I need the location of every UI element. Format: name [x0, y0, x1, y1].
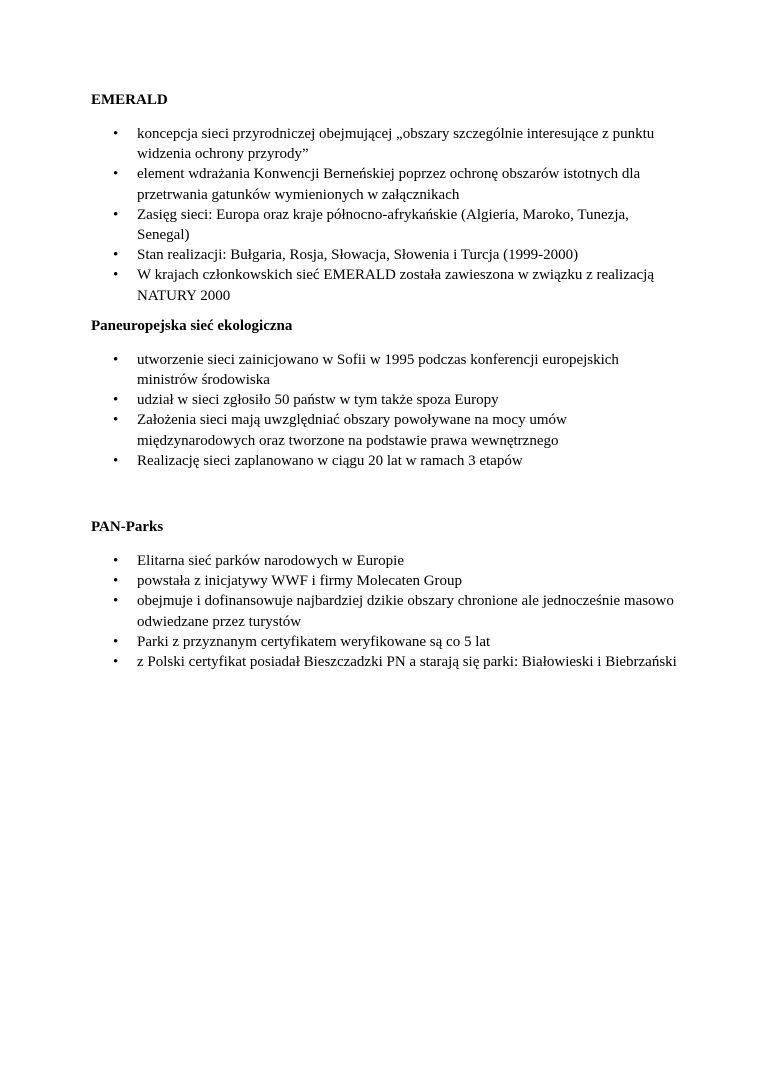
list-item [91, 350, 681, 390]
list-item [91, 632, 681, 652]
section-paneuropean-network [91, 316, 681, 471]
bullet-icon: • [113, 206, 119, 223]
bullet-icon: • [113, 654, 119, 671]
bullet-icon: • [113, 126, 119, 142]
bullet-list [91, 124, 681, 306]
document-content [91, 90, 681, 672]
list-item-text: utworzenie sieci zainicjowano w Sofii w 1995 podczas konferencji europejskich ministrów środowiska [137, 351, 619, 389]
list-item-text: element wdrażania Konwencji Berneńskiej poprzez ochronę obszarów istotnych dla przetrwania gatunków wymienionych w załącznikach [137, 166, 641, 203]
list-item-text: Założenia sieci mają uwzględniać obszary powoływane na mocy umów międzynarodowych oraz tworzone na podstawie prawa wewnętrznego [137, 412, 567, 449]
list-item [91, 451, 681, 471]
list-item [91, 390, 681, 410]
section-heading: Paneuropejska sieć ekologiczna [91, 317, 293, 334]
bullet-icon: • [113, 573, 119, 590]
list-item [91, 551, 681, 571]
list-item-text: Parki z przyznanym certyfikatem weryfikowane są co 5 lat [137, 633, 491, 650]
list-item [91, 571, 681, 591]
list-item [91, 265, 681, 305]
list-item [91, 591, 681, 631]
list-item-text: W krajach członkowskich sieć EMERALD została zawieszona w związku z realizacją NATURY 2000 [137, 267, 654, 304]
list-item-text: Zasięg sieci: Europa oraz kraje północno-afrykańskie (Algieria, Maroko, Tunezja, Senegal) [137, 206, 629, 244]
list-item-text: Stan realizacji: Bułgaria, Rosja, Słowacja, Słowenia i Turcja (1999-2000) [137, 247, 579, 264]
list-item-text: koncepcja sieci przyrodniczej obejmującej „obszary szczególnie interesujące z punktu widzenia ochrony przyrody” [137, 126, 655, 163]
bullet-icon: • [113, 412, 119, 429]
section-pan-parks [91, 517, 681, 672]
bullet-icon: • [113, 351, 119, 368]
bullet-icon: • [113, 267, 119, 284]
bullet-icon: • [113, 452, 119, 469]
list-item-text: z Polski certyfikat posiadał Bieszczadzki PN a starają się parki: Białowieski i Biebrzański [137, 654, 677, 671]
list-item [91, 410, 681, 450]
bullet-icon: • [113, 247, 119, 264]
bullet-icon: • [113, 593, 119, 610]
bullet-list [91, 551, 681, 672]
list-item [91, 652, 681, 672]
section-heading: PAN-Parks [91, 519, 164, 536]
bullet-list [91, 350, 681, 471]
list-item [91, 124, 681, 164]
bullet-icon: • [113, 553, 119, 570]
bullet-icon: • [113, 166, 119, 183]
list-item [91, 205, 681, 245]
bullet-icon: • [113, 633, 119, 650]
list-item-text: udział w sieci zgłosiło 50 państw w tym także spoza Europy [137, 392, 499, 409]
section-heading: EMERALD [91, 92, 168, 108]
list-item-text: Realizację sieci zaplanowano w ciągu 20 lat w ramach 3 etapów [137, 452, 523, 469]
bullet-icon: • [113, 392, 119, 409]
list-item-text: powstała z inicjatywy WWF i firmy Molecaten Group [137, 573, 463, 590]
section-emerald [91, 90, 681, 306]
list-item [91, 245, 681, 265]
list-item-text: obejmuje i dofinansowuje najbardziej dzikie obszary chronione ale jednocześnie masowo odwiedzane przez turystów [137, 593, 674, 630]
list-item [91, 164, 681, 204]
list-item-text: Elitarna sieć parków narodowych w Europie [137, 553, 404, 570]
